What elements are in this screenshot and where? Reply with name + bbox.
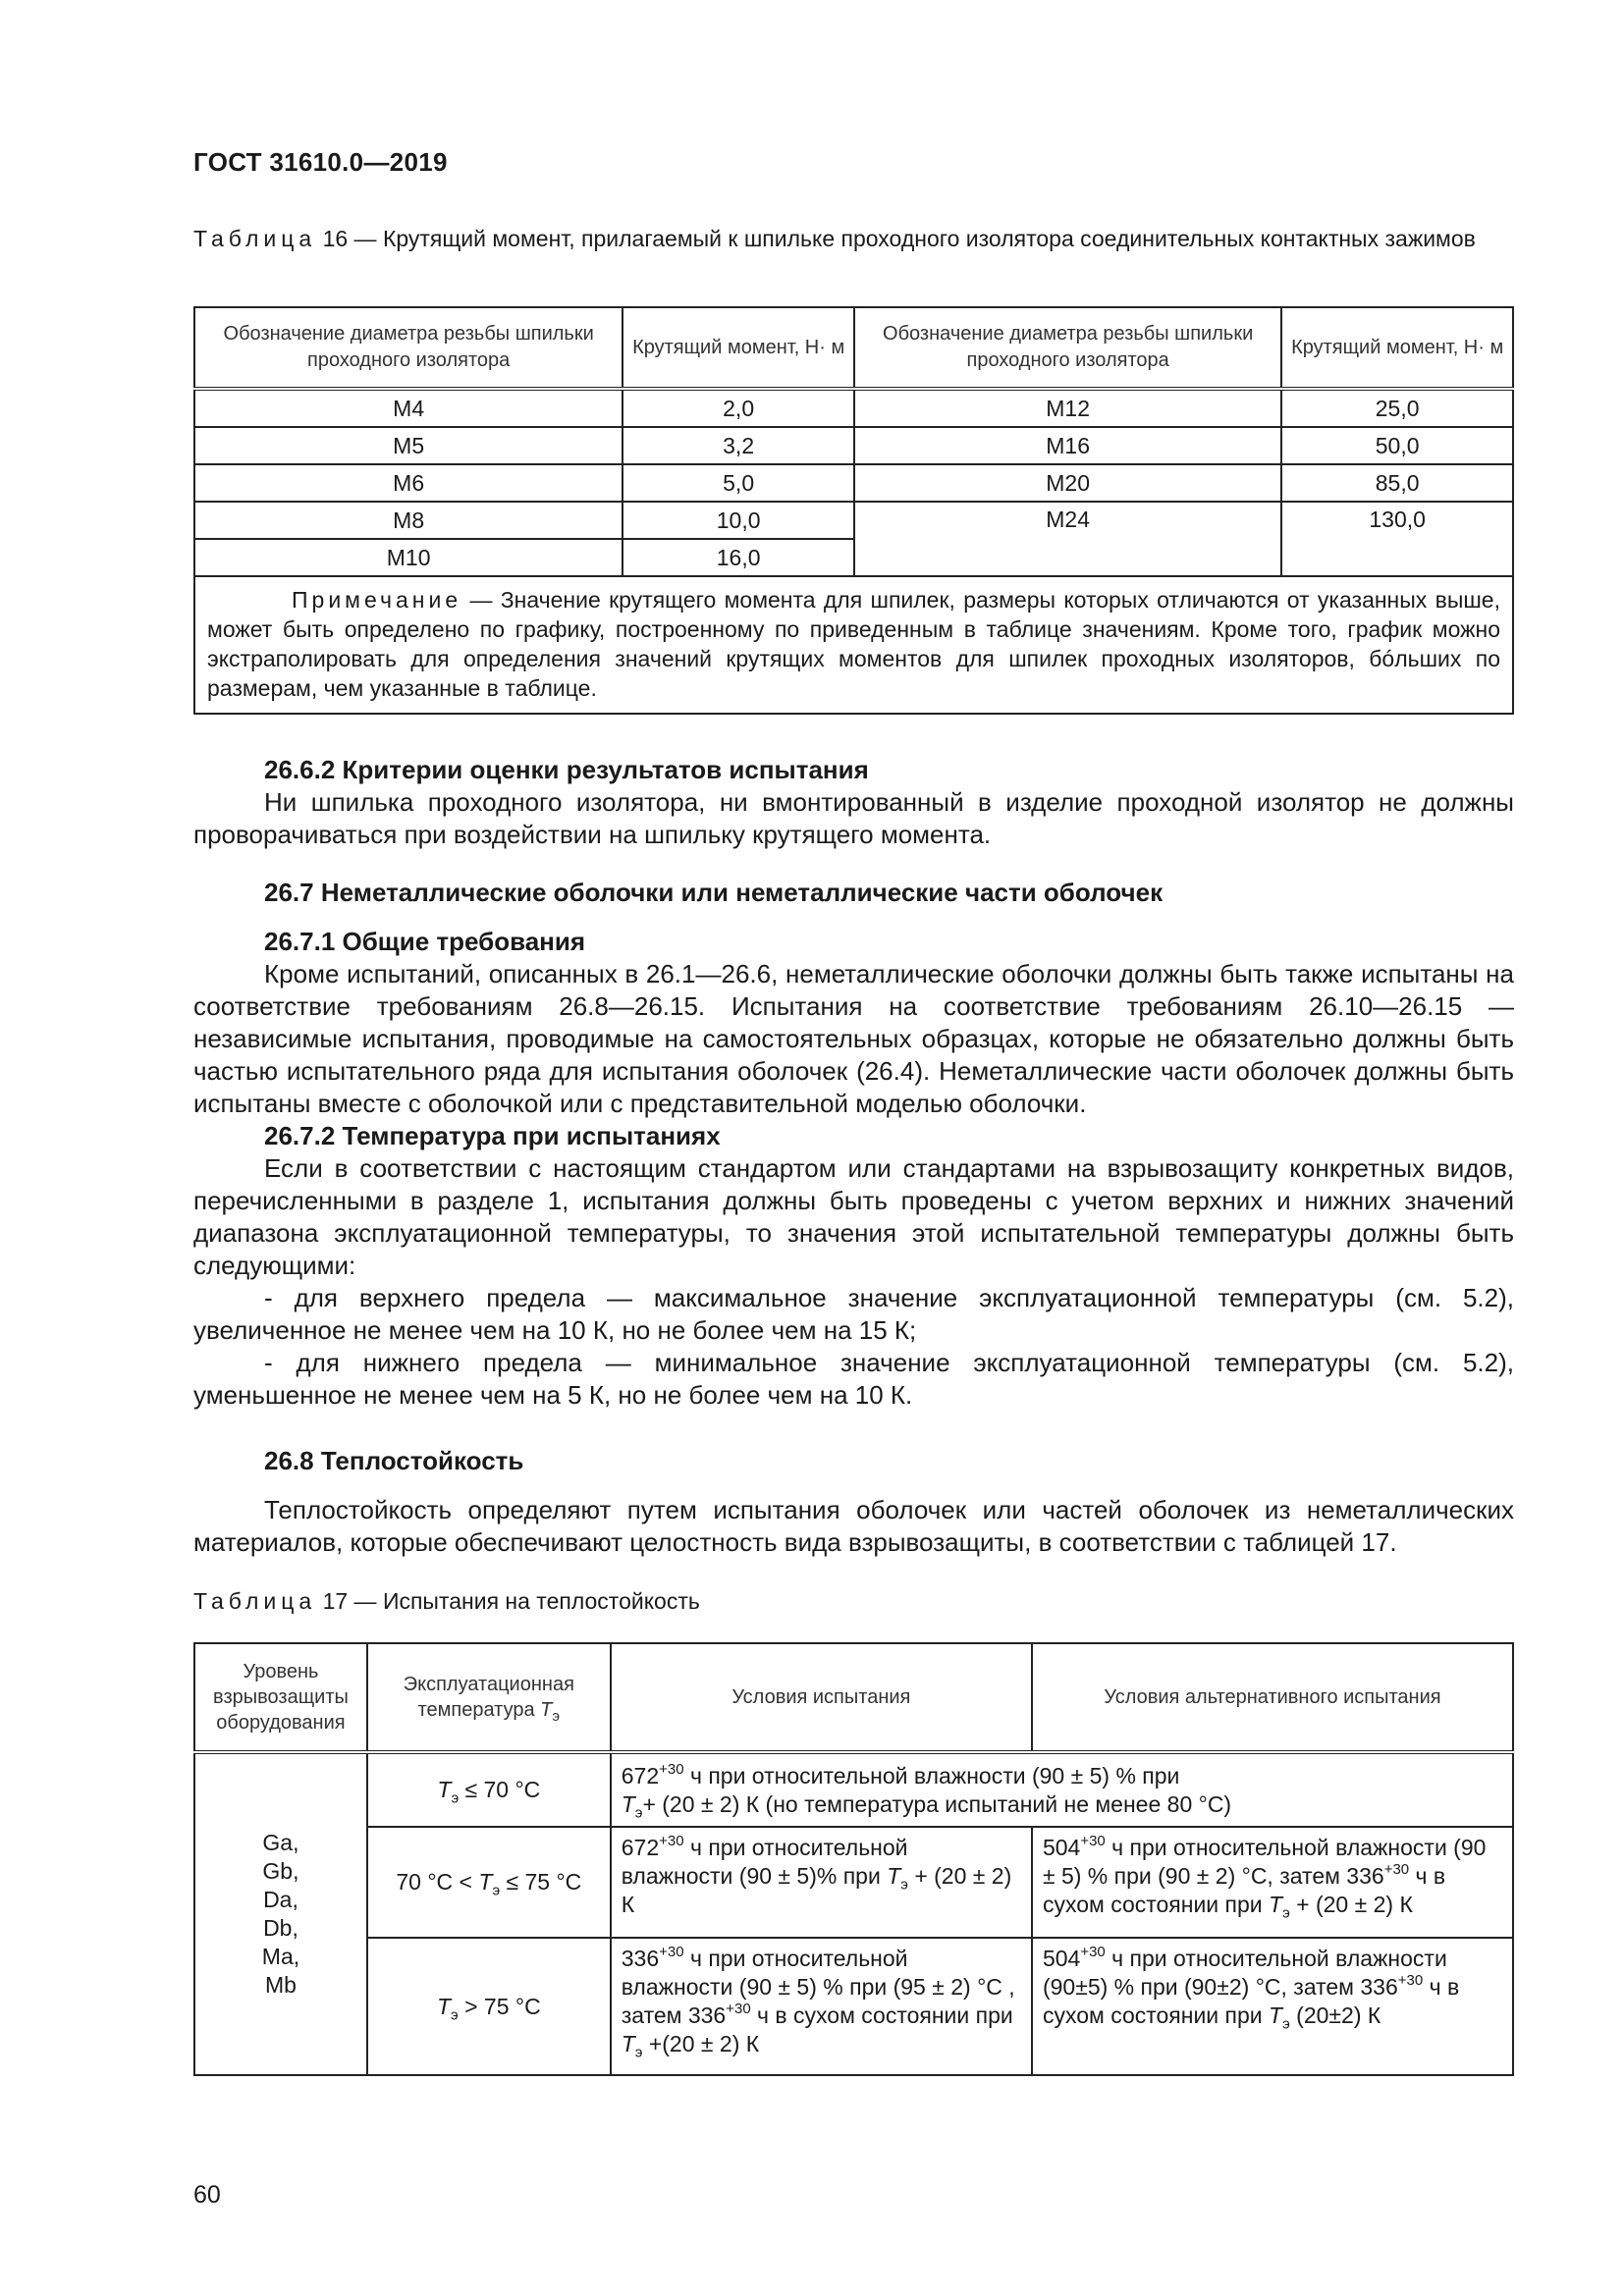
table-row (194, 464, 1513, 502)
alt-sup: +30 (1080, 1944, 1106, 1961)
temp-symbol: T (621, 2031, 635, 2056)
table16-caption (193, 224, 1514, 254)
alt-condition-cell (1032, 1827, 1513, 1938)
cond-text: + (20 ± 2) К (621, 1863, 1012, 1917)
alt-value: 504 (1042, 1835, 1081, 1860)
thread-cell: M12 (854, 389, 1281, 427)
level-item: Da, (263, 1887, 298, 1912)
section-26-8 (193, 1445, 1514, 1477)
alt-text: + (20 ± 2) К (1289, 1892, 1413, 1917)
level-item: Gb, (262, 1858, 299, 1884)
temp-range: > 75 °C (458, 1993, 541, 2019)
temp-sub: э (1282, 1904, 1290, 1922)
temp-sub: э (900, 1876, 908, 1894)
temp-sub: э (492, 1882, 501, 1899)
alt-text: ч при относительной влажности (90 ± 5) % при (90 ± 2) °C, затем 336 (1042, 1835, 1487, 1889)
table16-note-row (194, 576, 1513, 714)
paragraph: Теплостойкость определяют путем испытания оболочек или частей оболочек из неметаллических материалов, которые обеспечивают целостность вида взрывозащиты, в соответствии с таблицей 17. (193, 1495, 1514, 1557)
condition-cell (611, 1827, 1032, 1938)
thread-cell: M8 (194, 502, 623, 539)
cond-text: ч при относительной влажности (90 ± 5) % при (683, 1762, 1180, 1789)
table17-col-alt: Условия альтернативного испытания (1032, 1643, 1513, 1752)
table16-header-row (194, 307, 1513, 389)
note-label: Примечание (292, 587, 462, 613)
temp-sub: э (1282, 2015, 1290, 2033)
thread-cell: M16 (854, 427, 1281, 464)
temp-symbol: T (478, 1869, 493, 1895)
document-header: ГОСТ 31610.0—2019 (193, 147, 448, 177)
table17-caption-label: Таблица (193, 1588, 317, 1614)
table16-col-torque-right: Крутящий момент, Н· м (1281, 307, 1513, 389)
alt-sup: +30 (1397, 1972, 1424, 1990)
table-16 (193, 306, 1514, 715)
thread-cell: M6 (194, 464, 623, 502)
table16-note (194, 576, 1513, 714)
table17-col-cond: Условия испытания (611, 1643, 1032, 1752)
cond-text: + (20 ± 2) К (но температура испытаний не менее 80 °C) (642, 1790, 1232, 1817)
table16-col-thread-right: Обозначение диаметра резьбы шпильки проходного изолятора (854, 307, 1281, 389)
temp-range: ≤ 70 °C (459, 1777, 541, 1802)
table17-caption-text: 17 — Испытания на теплостойкость (316, 1588, 700, 1614)
cond-value: 336 (621, 1946, 660, 1971)
condition-cell (611, 1752, 1513, 1827)
alt-text: ч в сухом состоянии при (1042, 1863, 1446, 1917)
cond-value: 672 (621, 1762, 660, 1789)
temp-symbol: T (621, 1790, 635, 1817)
thread-cell: M4 (194, 389, 623, 427)
level-item: Ma, (261, 1944, 300, 1969)
cond-text: ч при относительной влажности (90 ± 5) % при (95 ± 2) °C , затем 336 (621, 1946, 1015, 2028)
col-temp-sub: э (552, 1708, 561, 1725)
table17-col-level: Уровень взрывозащиты оборудования (194, 1643, 367, 1752)
section-26-6-2 (193, 754, 1514, 851)
table-row (194, 427, 1513, 464)
col-temp-symbol: T (540, 1699, 553, 1721)
temp-symbol: T (437, 1777, 452, 1802)
level-item: Ga, (262, 1830, 299, 1855)
torque-cell: 10,0 (623, 502, 854, 539)
temp-sub: э (634, 1804, 643, 1822)
paragraph: Кроме испытаний, описанных в 26.1—26.6, неметаллические оболочки должны быть также испытаны на соответствие требованиям 26.8—26.15. Испытания на соответствие требованиям 26.10—26.15 — независимые испытания, проводимые на самостоятельных образцах, которые не обязательно должны быть частью испытательного ряда для испытания оболочек (26.4). Неметаллические части оболочек должны быть испытаны вместе с оболочкой или с представительной моделью оболочки. (193, 959, 1514, 1118)
col-temp-label: Эксплуатационная температура (403, 1674, 574, 1721)
section-heading: 26.7.2 Температура при испытаниях (264, 1121, 721, 1150)
section-26-7 (193, 877, 1514, 909)
cond-sup: +30 (659, 1944, 684, 1961)
paragraph: Если в соответствии с настоящим стандартом или стандартами на взрывозащиту конкретных видов, перечисленными в разделе 1, испытания должны быть проведены с учетом верхних и нижних значений диапазона эксплуатационной температуры, то значения этой испытательной температуры должны быть следующими: (193, 1153, 1514, 1280)
torque-cell: 50,0 (1281, 427, 1513, 464)
table16-col-thread-left: Обозначение диаметра резьбы шпильки проходного изолятора (194, 307, 623, 389)
cond-sup: +30 (659, 1833, 684, 1850)
torque-cell: 2,0 (623, 389, 854, 427)
alt-text: (20±2) К (1289, 2002, 1381, 2028)
table-row (194, 502, 1513, 539)
cond-text: +(20 ± 2) К (642, 2031, 760, 2056)
section-26-7-1 (193, 926, 1514, 1412)
thread-cell: M20 (854, 464, 1281, 502)
level-item: Mb (264, 1972, 297, 1998)
temp-prefix: 70 °C < (396, 1869, 479, 1895)
paragraph: Ни шпилька проходного изолятора, ни вмонтированный в изделие проходной изолятор не должны проворачиваться при воздействии на шпильку крутящего момента. (193, 787, 1514, 849)
temp-symbol: T (1269, 1892, 1283, 1917)
table17-caption (193, 1586, 1514, 1617)
temp-symbol: T (887, 1863, 901, 1889)
alt-sup: +30 (1383, 1861, 1410, 1879)
thread-cell: M24 (854, 502, 1281, 576)
table16-caption-label: Таблица (193, 226, 317, 251)
temp-cell (367, 1938, 611, 2075)
temp-cell (367, 1827, 611, 1938)
alt-value: 504 (1042, 1946, 1081, 1971)
torque-cell: 5,0 (623, 464, 854, 502)
torque-cell: 130,0 (1281, 502, 1513, 576)
page-number: 60 (193, 2181, 221, 2209)
list-item: - для верхнего предела — максимальное значение эксплуатационной температуры (см. 5.2), увеличенное не менее чем на 10 К, но не более чем на 15 К; (193, 1283, 1514, 1345)
cond-text: ч при относительной влажности (90 ± 5)% при (621, 1835, 908, 1889)
section-heading: 26.7 Неметаллические оболочки или неметаллические части оболочек (264, 878, 1164, 907)
section-heading: 26.8 Теплостойкость (264, 1446, 524, 1475)
table-row (194, 389, 1513, 427)
temp-symbol: T (1269, 2002, 1283, 2028)
temp-sub: э (451, 2006, 459, 2024)
temp-cell (367, 1752, 611, 1827)
temp-sub: э (451, 1789, 460, 1807)
section-heading: 26.6.2 Критерии оценки результатов испытания (264, 755, 869, 784)
level-item: Db, (263, 1915, 298, 1941)
table17-col-temp (367, 1643, 611, 1752)
torque-cell: 85,0 (1281, 464, 1513, 502)
alt-sup: +30 (1080, 1833, 1106, 1850)
cond-sup: +30 (659, 1760, 684, 1778)
condition-cell (611, 1938, 1032, 2075)
alt-condition-cell (1032, 1938, 1513, 2075)
table-17 (193, 1642, 1514, 2076)
torque-cell: 16,0 (623, 539, 854, 576)
section-26-8-text (193, 1494, 1514, 1559)
levels-cell (194, 1752, 367, 2075)
torque-cell: 25,0 (1281, 389, 1513, 427)
table-row (194, 1938, 1513, 2075)
cond-text: ч в сухом состоянии при (750, 2002, 1013, 2028)
temp-sub: э (634, 2044, 643, 2061)
cond-value: 672 (621, 1835, 660, 1860)
cond-sup: +30 (726, 2001, 751, 2018)
alt-text: ч в сухом состоянии при (1042, 1974, 1460, 2028)
note-text: — Значение крутящего момента для шпилек, размеры которых отличаются от указанных выше, может быть определено по графику, построенному по приведенным в таблице значениям. Кроме того, график можно экстраполировать для определения значений крутящих моментов для шпилек проходных изоляторов, бóльших по размерам, чем указанные в таблице. (207, 587, 1500, 701)
table16-col-torque-left: Крутящий момент, Н· м (623, 307, 854, 389)
temp-symbol: T (436, 1993, 452, 2019)
thread-cell: M5 (194, 427, 623, 464)
table17-header-row (194, 1643, 1513, 1752)
section-heading: 26.7.1 Общие требования (264, 927, 586, 956)
list-item: - для нижнего предела — минимальное значение эксплуатационной температуры (см. 5.2), уменьшенное не менее чем на 5 К, но не более чем на 10 К. (193, 1348, 1514, 1410)
thread-cell: M10 (194, 539, 623, 576)
alt-text: ч при относительной влажности (90±5) % при (90±2) °C, затем 336 (1042, 1946, 1447, 2000)
table-row (194, 1827, 1513, 1938)
table16-caption-text: 16 — Крутящий момент, прилагаемый к шпильке проходного изолятора соединительных контактных зажимов (316, 226, 1476, 251)
table-row (194, 1752, 1513, 1827)
temp-range: ≤ 75 °C (500, 1869, 582, 1895)
torque-cell: 3,2 (623, 427, 854, 464)
